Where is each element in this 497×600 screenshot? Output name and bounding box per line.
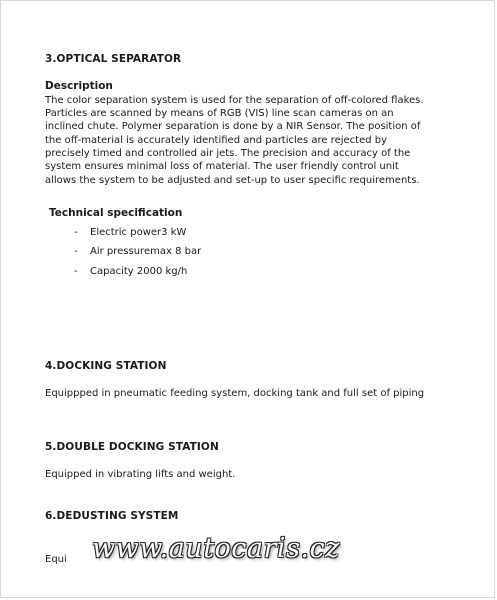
docking-text: Equippped in pneumatic feeding system, docking tank and full set of piping (45, 388, 425, 399)
heading-docking-station: 4.DOCKING STATION (45, 360, 167, 372)
description-label: Description (45, 80, 113, 92)
description-line: inclined chute. Polymer separation is done by a NIR Sensor. The position of (45, 121, 421, 132)
watermark-text: www.autocaris.cz (92, 533, 340, 564)
spec-item (74, 246, 201, 257)
description-line: system ensures minimal loss of material. The user friendly control unit (45, 161, 399, 172)
description-line: The color separation system is used for the separation of off-colored flakes. (45, 95, 424, 106)
spec-text: Air pressuremax 8 bar (90, 246, 202, 257)
double-docking-text: Equipped in vibrating lifts and weight. (45, 469, 236, 480)
dedusting-text: Equi (45, 554, 67, 565)
description-line: allows the system to be adjusted and set-up to user specific requirements. (45, 175, 420, 186)
description-line: Particles are scanned by means of RGB (VIS) line scan cameras on an (45, 108, 394, 119)
spec-item (74, 227, 186, 238)
heading-optical-separator: 3.OPTICAL SEPARATOR (45, 53, 182, 65)
technical-spec-label: Technical specification (49, 207, 183, 219)
heading-double-docking-station: 5.DOUBLE DOCKING STATION (45, 441, 219, 453)
bullet-dash: - (74, 266, 78, 277)
spec-item (74, 266, 187, 277)
spec-text: Capacity 2000 kg/h (90, 266, 188, 277)
bullet-dash: - (74, 227, 78, 238)
description-line: the off-material is accurately identified and particles are rejected by (45, 135, 388, 146)
bullet-dash: - (74, 246, 78, 257)
heading-dedusting-system: 6.DEDUSTING SYSTEM (45, 510, 179, 522)
spec-text: Electric power3 kW (90, 227, 187, 238)
description-line: precisely timed and controlled air jets. The precision and accuracy of the (45, 148, 411, 159)
